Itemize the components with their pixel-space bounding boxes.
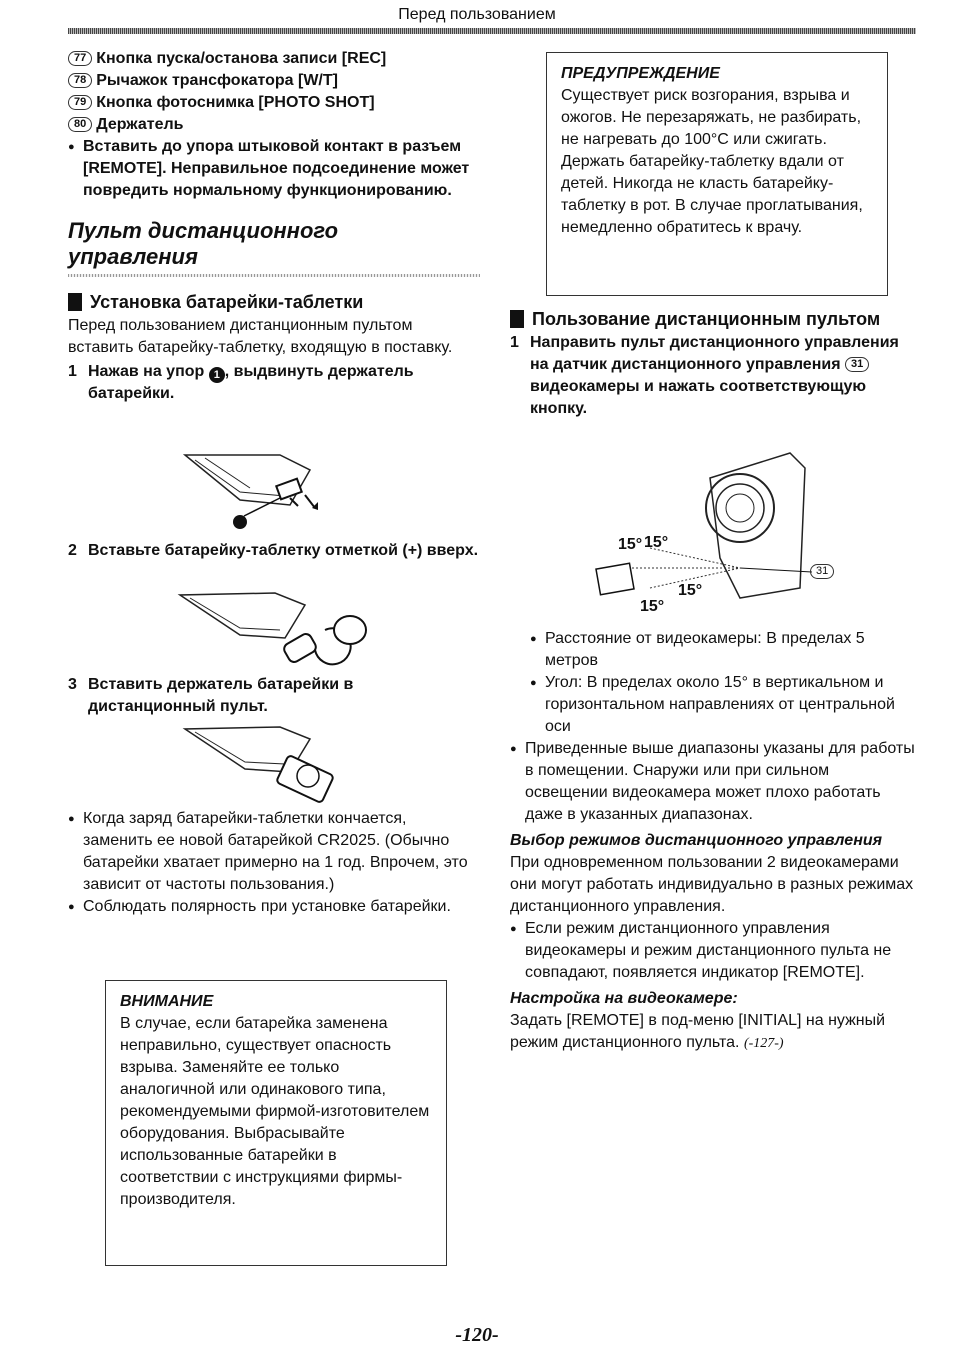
caution-title: ВНИМАНИЕ [120, 993, 214, 1010]
remote-illustration-step3 [180, 724, 350, 806]
right-notes [510, 628, 916, 1055]
page-reference: (-127-) [743, 1036, 784, 1051]
part-label: Держатель [96, 116, 184, 133]
camcorder-illustration [590, 448, 850, 618]
subsection-title-battery [68, 291, 480, 313]
part-label: Кнопка фотоснимка [PHOTO SHOT] [96, 94, 375, 111]
step-number: 2 [68, 542, 77, 559]
header-rule [68, 28, 916, 34]
subsection-label: Пользование дистанционным пультом [532, 309, 881, 329]
sensor-ref-number: 31 [845, 357, 869, 372]
part-label: Кнопка пуска/останова записи [REC] [96, 50, 387, 67]
page-header: Перед пользованием [398, 6, 556, 23]
part-item-77 [68, 48, 480, 70]
battery-life-note: ● Когда заряд батарейки-таблетки кончается, заменить ее новой батарейкой CR2025. (Обычно батарейки хватает примерно на 1 год. Впрочем, это зависит от частоты пользования.) [68, 808, 480, 896]
connector-warning: ● Вставить до упора штыковой контакт в разъем [REMOTE]. Неправильное подсоединение может повредить нормальному функционированию. [68, 136, 480, 202]
part-number: 80 [68, 117, 92, 132]
step-text-tail: видеокамеры и нажать соответствующую кнопку. [530, 378, 867, 417]
sensor-number: 31 [810, 564, 834, 579]
part-number: 79 [68, 95, 92, 110]
caution-text: В случае, если батарейка заменена неправильно, существует опасность взрыва. Заменяйте ее только аналогичной или одинакового типа, рекомендуемыми фирмой-изготовителем оборудования. Выбрасывайте использованные батарейки в соответствии с инструкциями фирмы-производителя. [120, 1015, 430, 1208]
section-rule [68, 274, 480, 277]
warning-box [546, 52, 888, 296]
remote-illustration-step1 [180, 450, 340, 530]
remote-illustration-step2 [175, 590, 375, 670]
stopper-marker-icon: 1 [209, 367, 225, 383]
distance-note: ● Расстояние от видеокамеры: В пределах 5 метров [530, 628, 916, 672]
step-number: 3 [68, 676, 77, 693]
step-3 [68, 674, 480, 718]
section-marker-icon [510, 310, 524, 328]
right-column [510, 308, 916, 420]
step-text: Вставить держатель батарейки в дистанционный пульт. [88, 676, 354, 715]
section-marker-icon [68, 293, 82, 311]
angle-label-bottom: 15° [640, 598, 665, 615]
angle-label-top: 15° [618, 536, 643, 553]
battery-intro: Перед пользованием дистанционным пультом вставить батарейку-таблетку, входящую в поставку. [68, 317, 453, 356]
mode-select-text: При одновременном пользовании 2 видеокамерами они могут работать индивидуально в разных режимах дистанционного управления. [510, 854, 914, 915]
subsection-title-remote-use [510, 308, 916, 330]
step-1-aim-remote [510, 332, 916, 420]
step-text: Нажав на упор [88, 363, 205, 380]
range-note: ● Приведенные выше диапазоны указаны для работы в помещении. Снаружи или при сильном освещении видеокамера может плохо работать даже в указанных диапазонах. [510, 738, 916, 826]
camera-setup-title: Настройка на видеокамере: [510, 990, 738, 1007]
page-number: -120- [455, 1324, 499, 1346]
part-item-80 [68, 114, 480, 136]
step-1 [68, 361, 480, 405]
step-text-tail: , выдвинуть держатель батарейки. [88, 363, 414, 402]
caution-box [105, 980, 447, 1266]
step-text: Вставьте батарейку-таблетку отметкой (+) вверх. [88, 542, 479, 559]
step-number: 1 [510, 334, 519, 351]
setup-text: Задать [REMOTE] в под-меню [INITIAL] на нужный режим дистанционного пульта. [510, 1012, 886, 1051]
camera-setup-text [510, 1010, 916, 1055]
step-text: Направить пульт дистанционного управления на датчик дистанционного управления [530, 334, 899, 373]
angle-note: ● Угол: В пределах около 15° в вертикальном и горизонтальном направлениях от центральной оси [530, 672, 916, 738]
step-2 [68, 540, 480, 562]
warning-text: Существует риск возгорания, взрыва и ожогов. Не перезаряжать, не разбирать, не нагревать до 100°С или сжигать. Держать батарейку-таблетку вдали от детей. Никогда не класть батарейку-таблетку в рот. В случае проглатывания, немедленно обратитесь к врачу. [561, 87, 863, 236]
mode-select-title: Выбор режимов дистанционного управления [510, 832, 883, 849]
left-column-step3 [68, 674, 480, 718]
angle-label-top-2: 15° [644, 534, 669, 551]
left-column-step2 [68, 540, 480, 562]
part-item-79 [68, 92, 480, 114]
part-label: Рычажок трансфокатора [W/T] [96, 72, 338, 89]
warning-title: ПРЕДУПРЕЖДЕНИЕ [561, 65, 720, 82]
part-number: 78 [68, 73, 92, 88]
subsection-label: Установка батарейки-таблетки [90, 292, 364, 312]
sensor-callout [810, 563, 838, 581]
part-item-78 [68, 70, 480, 92]
step-number: 1 [68, 363, 77, 380]
mode-mismatch-note: ● Если режим дистанционного управления видеокамеры и режим дистанционного пульта не совпадают, появляется индикатор [REMOTE]. [510, 918, 916, 984]
angle-label-right: 15° [678, 582, 703, 599]
left-notes [68, 808, 480, 918]
left-column [68, 48, 480, 405]
part-number: 77 [68, 51, 92, 66]
polarity-note: ● Соблюдать полярность при установке батарейки. [68, 896, 480, 918]
section-title: Пульт дистанционного управления [68, 218, 339, 269]
